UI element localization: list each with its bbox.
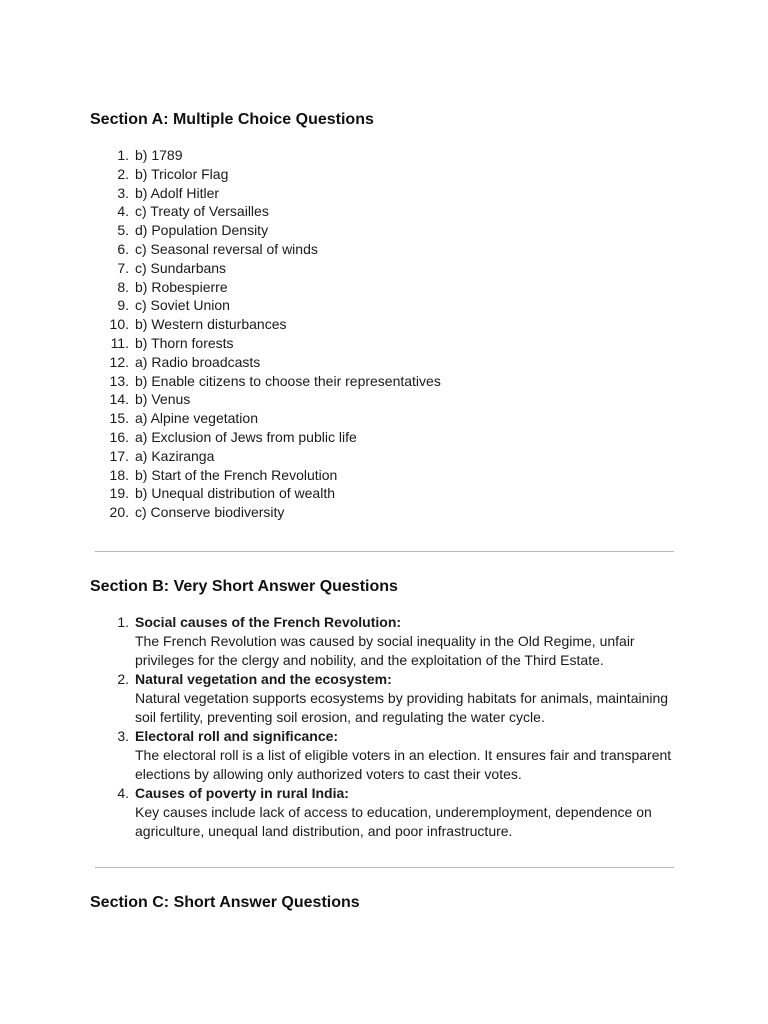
item-number: 12. [109, 353, 129, 370]
item-number: 2. [117, 165, 129, 182]
item-answer: b) Tricolor Flag [135, 165, 229, 182]
item-number: 14. [109, 391, 129, 408]
section-a-title: Section A: Multiple Choice Questions [90, 111, 374, 128]
item-number: 16. [109, 428, 129, 445]
item-number: 13. [109, 372, 129, 389]
item-number: 19. [109, 485, 129, 502]
item-answer: b) Robespierre [135, 278, 228, 295]
answer-heading: Social causes of the French Revolution: [135, 614, 402, 630]
item-answer: c) Seasonal reversal of winds [135, 240, 318, 257]
item-number: 15. [109, 410, 129, 427]
section-divider [95, 551, 674, 552]
answer-heading: Causes of poverty in rural India: [135, 785, 349, 801]
item-answer: c) Treaty of Versailles [135, 203, 269, 220]
item-number: 3. [117, 728, 129, 744]
item-number: 8. [117, 278, 129, 295]
item-answer: a) Kaziranga [135, 447, 215, 464]
item-answer: b) Adolf Hitler [135, 184, 220, 201]
item-number: 3. [117, 184, 129, 201]
item-number: 5. [117, 222, 129, 239]
answer-body [135, 613, 675, 670]
item-number: 11. [110, 334, 129, 351]
section-c-title: Section C: Short Answer Questions [90, 894, 360, 911]
item-number: 18. [109, 466, 129, 483]
item-number: 17. [109, 447, 129, 464]
answer-heading: Electoral roll and significance: [135, 728, 339, 744]
answer-body [135, 727, 675, 784]
answer-text: Natural vegetation supports ecosystems by providing habitats for animals, maintaining soil fertility, preventing soil erosion, and regulating the water cycle. [135, 690, 669, 725]
item-number: 4. [117, 203, 129, 220]
item-number: 7. [117, 259, 129, 276]
section-b-title: Section B: Very Short Answer Questions [90, 578, 398, 595]
item-answer: c) Soviet Union [135, 297, 230, 314]
item-answer: c) Sundarbans [135, 259, 227, 276]
item-number: 10. [109, 316, 129, 333]
item-number: 1. [117, 614, 129, 630]
list-item [0, 727, 768, 784]
item-number: 6. [117, 240, 129, 257]
item-number: 4. [117, 785, 129, 801]
item-number: 2. [117, 671, 129, 687]
item-answer: a) Radio broadcasts [135, 353, 261, 370]
answer-body [135, 784, 675, 841]
answer-heading: Natural vegetation and the ecosystem: [135, 671, 392, 687]
item-number: 9. [117, 297, 129, 314]
list-item [0, 670, 768, 727]
item-number: 1. [117, 147, 129, 163]
item-answer: c) Conserve biodiversity [135, 504, 285, 521]
item-answer: b) Venus [135, 391, 191, 408]
item-answer: b) Thorn forests [135, 334, 234, 351]
item-answer: b) 1789 [135, 147, 183, 163]
item-answer: b) Western disturbances [135, 316, 287, 333]
item-answer: d) Population Density [135, 222, 269, 239]
section-divider [95, 867, 674, 868]
answer-text: The electoral roll is a list of eligible voters in an election. It ensures fair and transparent elections by allowing only authorized voters to cast their votes. [135, 747, 672, 782]
answer-text: Key causes include lack of access to education, underemployment, dependence on agriculture, unequal land distribution, and poor infrastructure. [135, 804, 652, 839]
list-item [0, 613, 768, 670]
item-answer: b) Start of the French Revolution [135, 466, 338, 483]
item-answer: a) Exclusion of Jews from public life [135, 428, 357, 445]
item-answer: a) Alpine vegetation [135, 410, 258, 427]
answer-body [135, 670, 675, 727]
item-answer: b) Unequal distribution of wealth [135, 485, 336, 502]
list-item [0, 784, 768, 841]
short-answer-list [0, 613, 768, 841]
answer-text: The French Revolution was caused by social inequality in the Old Regime, unfair privileges for the clergy and nobility, and the exploitation of the Third Estate. [135, 633, 635, 668]
item-answer: b) Enable citizens to choose their representatives [135, 372, 441, 389]
item-number: 20. [109, 504, 129, 521]
